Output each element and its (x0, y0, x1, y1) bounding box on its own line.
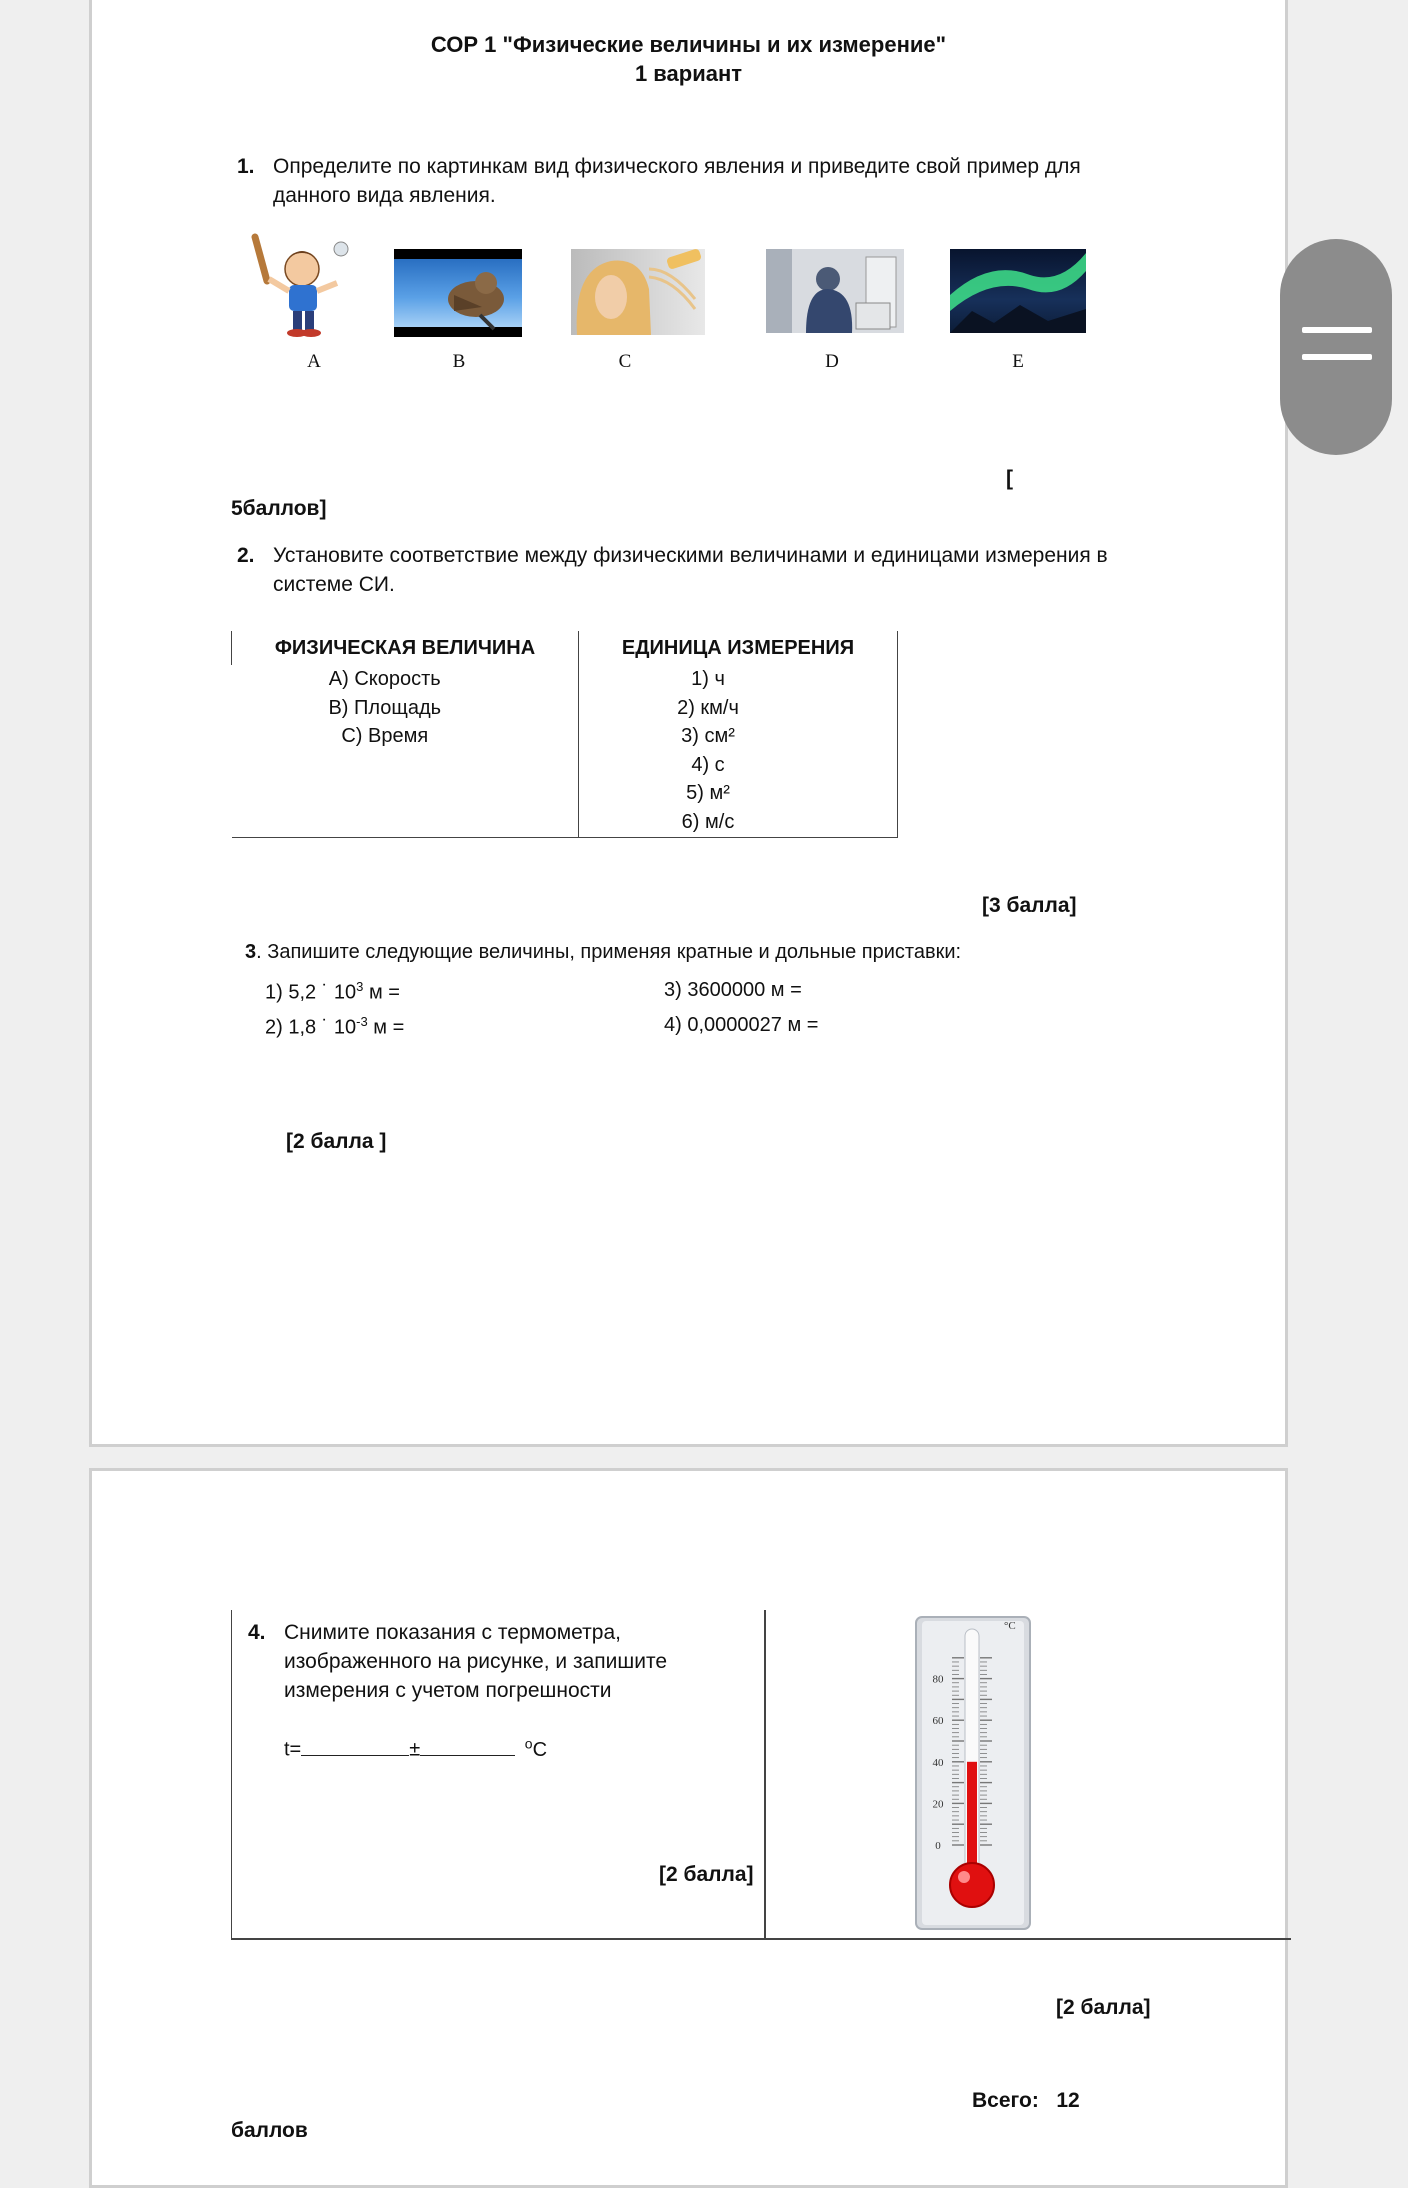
scroll-handle[interactable] (1280, 239, 1392, 455)
question-3 (245, 941, 961, 964)
question-text-line: Определите по картинкам вид физического явления и приведите свой пример для (273, 155, 1081, 178)
quantity-item: С) Время (341, 725, 429, 748)
thermometer-bulb (950, 1863, 994, 1907)
expression-4: 4) 0,0000027 м = (664, 1014, 819, 1036)
unit-item: 3) см² (681, 725, 735, 748)
question-text-line: Установите соответствие между физическими величинами и единицами измерения в (273, 544, 1108, 567)
question-number: 1. (237, 155, 255, 178)
question-text-line: изображенного на рисунке, и запишите (284, 1650, 668, 1673)
q4-score-inner: [2 балла] (659, 1863, 754, 1886)
table-header-quantity: ФИЗИЧЕСКАЯ ВЕЛИЧИНА (232, 631, 579, 665)
q4-table (231, 1610, 1291, 1940)
matching-table (231, 631, 898, 838)
quantity-item: В) Площадь (328, 696, 442, 719)
question-number: 4. (248, 1621, 266, 1644)
picture-label-a: A (307, 351, 321, 372)
boy-with-bat-image (247, 231, 357, 341)
thermometer-tick-label: 20 (932, 1798, 944, 1811)
thermometer-tick-label: 40 (932, 1756, 944, 1769)
footer-score: [2 балла] (1056, 1996, 1151, 2019)
question-number: 2. (237, 544, 255, 567)
unit-item: 2) км/ч (677, 696, 739, 719)
unit-item: 1) ч (691, 668, 725, 690)
bird-image (394, 249, 522, 337)
variant-label: 1 вариант (634, 61, 743, 86)
unit-item: 6) м/с (681, 810, 735, 833)
aurora-image (950, 249, 1086, 333)
question-text-line: данного вида явления. (273, 184, 496, 207)
hair-comb-image (571, 249, 705, 335)
page-1 (89, 0, 1288, 1447)
q1-score: 5баллов] (231, 497, 327, 520)
thermometer-image (914, 1615, 1032, 1931)
question-text: . Запишите следующие величины, применяя кратные и дольные приставки: (256, 941, 962, 963)
question-text-line: измерения с учетом погрешности (284, 1679, 612, 1702)
question-4 (248, 1618, 748, 1705)
q2-score: [3 балла] (982, 894, 1077, 917)
cold-person-image (766, 249, 904, 333)
question-text-line: Снимите показания с термометра, (284, 1621, 621, 1644)
picture-label-e: E (1012, 351, 1024, 372)
picture-label-c: C (618, 351, 632, 372)
q3-score: [2 балла ] (286, 1130, 387, 1153)
answer-blank[interactable] (301, 1755, 409, 1756)
page-2 (89, 1468, 1288, 2188)
unit-item: 4) с (691, 753, 725, 776)
quantity-item: А) Скорость (328, 668, 441, 690)
question-text-line: системе СИ. (273, 573, 395, 596)
score-bracket: [ (1006, 467, 1013, 490)
table-header-unit: ЕДИНИЦА ИЗМЕРЕНИЯ (579, 631, 898, 665)
thermometer-tick-label: 80 (932, 1673, 944, 1686)
question-1 (237, 152, 1237, 210)
picture-label-d: D (825, 351, 839, 372)
expression-1: 1) 5,2 ˙ $10^3$ м = (265, 979, 400, 1004)
units-cell (579, 665, 898, 838)
test-title: СОР 1 "Физические величины и их измерение" (430, 32, 947, 57)
thermometer-tick-label: 0 (935, 1840, 941, 1852)
total-row: Всего: 12 (972, 2089, 1080, 2112)
error-blank[interactable] (420, 1755, 515, 1756)
expression-3: 3) 3600000 м = (664, 979, 802, 1001)
unit-item: 5) м² (686, 782, 730, 805)
expression-2: 2) 1,8 ˙ $10^{-3}$ м = (265, 1014, 405, 1039)
answer-line: t= ± $^o$C (284, 1735, 548, 1761)
thermometer-unit-label: °C (1004, 1620, 1016, 1632)
thermometer-tick-label: 60 (932, 1715, 944, 1728)
picture-label-b: B (452, 351, 466, 372)
question-2 (237, 541, 1237, 599)
points-word: баллов (231, 2119, 308, 2142)
question-number: 3 (245, 941, 257, 963)
thermometer-graphic (914, 1615, 1032, 1931)
